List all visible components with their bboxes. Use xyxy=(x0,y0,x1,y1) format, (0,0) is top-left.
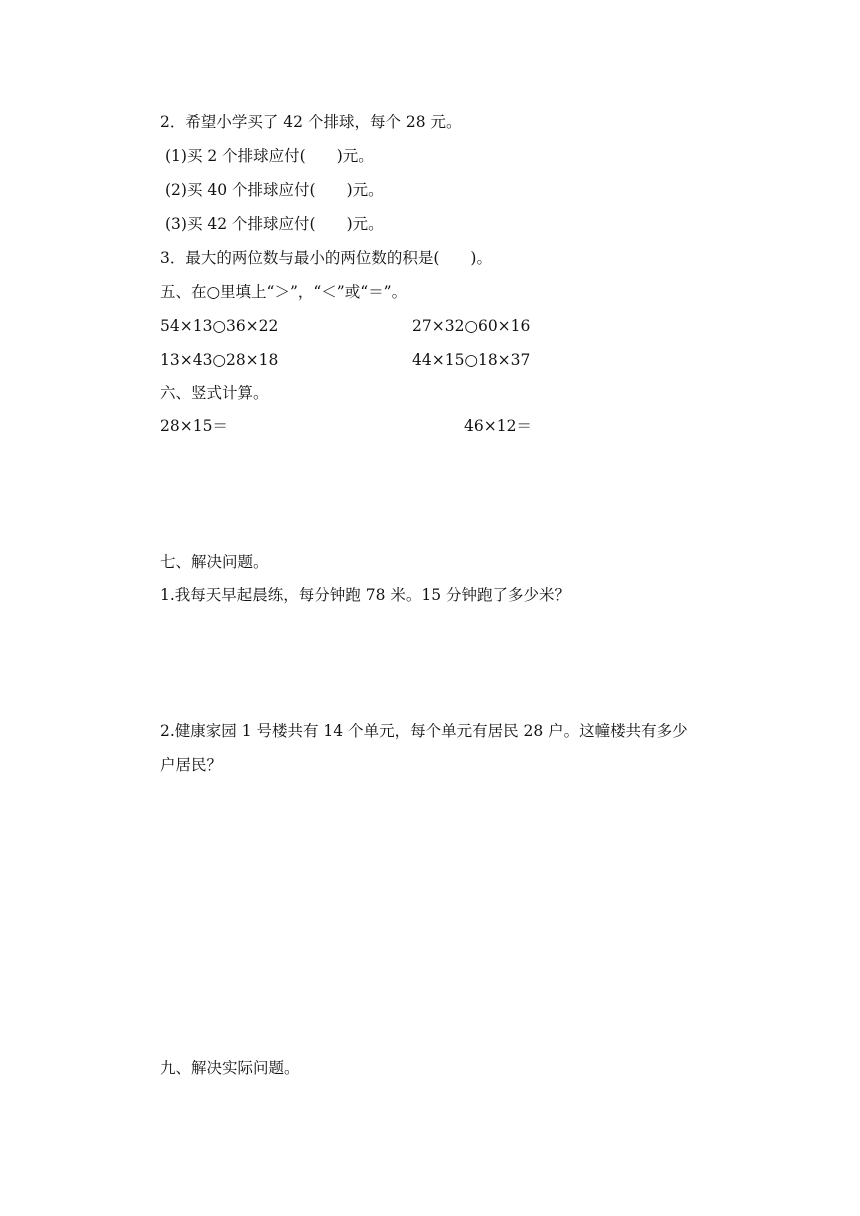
question-2-item-1: (1)买 2 个排球应付( )元。 xyxy=(165,147,374,165)
section-9-title: 九、解决实际问题。 xyxy=(160,1059,300,1077)
problem-2-line-2: 户居民？ xyxy=(160,756,223,774)
section-7-title: 七、解决问题。 xyxy=(160,553,269,571)
question-2-item-2: (2)买 40 个排球应付( )元。 xyxy=(165,181,384,199)
compare-1: 54×13○36×22 xyxy=(160,317,279,335)
question-3: 3．最大的两位数与最小的两位数的积是( )。 xyxy=(160,249,492,267)
question-2-item-3: (3)买 42 个排球应付( )元。 xyxy=(165,215,384,233)
question-2-title: 2．希望小学买了 42 个排球，每个 28 元。 xyxy=(160,113,462,131)
problem-2-line-1: 2.健康家园 1 号楼共有 14 个单元，每个单元有居民 28 户。这幢楼共有多少 xyxy=(160,722,688,740)
problem-1: 1.我每天早起晨练，每分钟跑 78 米。15 分钟跑了多少米？ xyxy=(160,586,571,604)
calc-2: 46×12＝ xyxy=(464,417,532,435)
section-6-title: 六、竖式计算。 xyxy=(160,384,269,402)
compare-4: 44×15○18×37 xyxy=(412,351,531,369)
calc-1: 28×15＝ xyxy=(160,417,228,435)
section-5-title: 五、在○里填上“＞”，“＜”或“＝”。 xyxy=(160,283,408,301)
compare-2: 27×32○60×16 xyxy=(412,317,531,335)
compare-3: 13×43○28×18 xyxy=(160,351,279,369)
